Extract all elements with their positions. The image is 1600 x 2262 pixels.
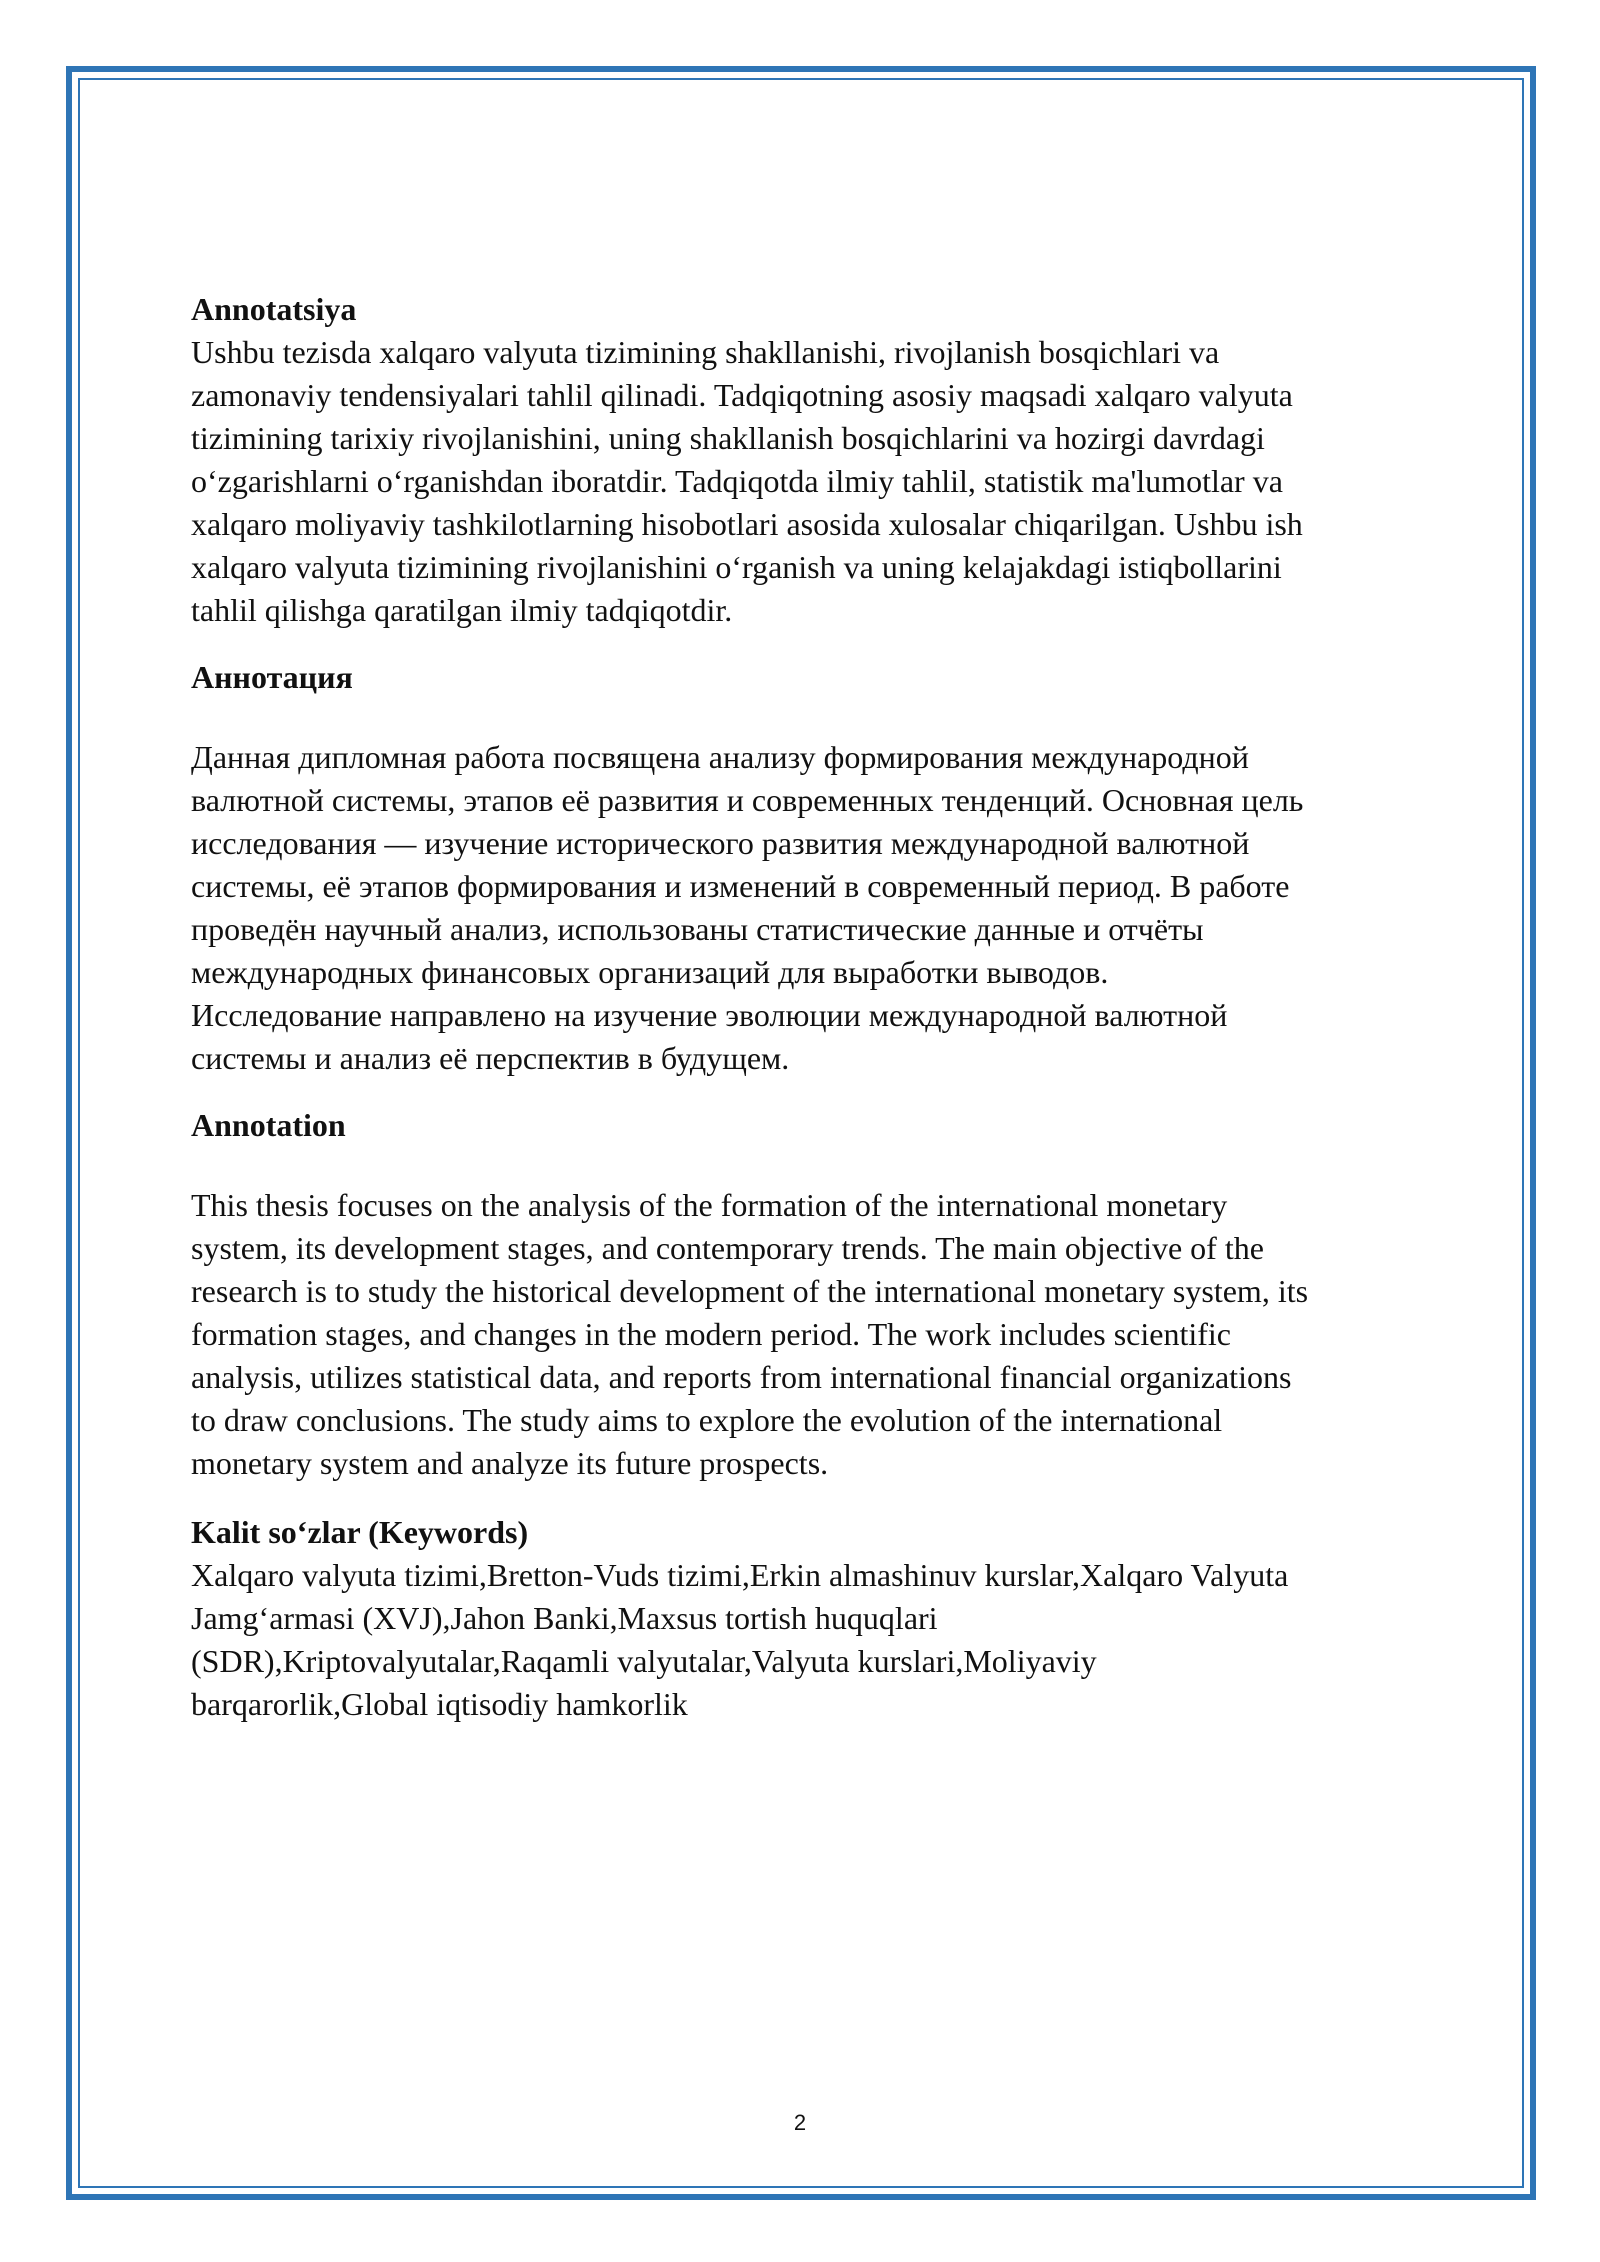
- annotation-ru-section: [191, 656, 1521, 1080]
- annotation-en-heading: Annotation: [191, 1107, 346, 1143]
- keywords-section: [191, 1511, 1521, 1726]
- annotation-en-section: [191, 1104, 1521, 1485]
- annotation-ru-body: Данная дипломная работа посвящена анализу формирования международной валютной системы, этапов её развития и современных тенденций. Основная цель исследования — изучение исторического развития международной валютной системы, её этапов формирования и изменений в современный период. В работе проведён научный анализ, использованы статистические данные и отчёты международных финансовых организаций для выработки выводов. Исследование направлено на изучение эволюции международной валютной системы и анализ её перспектив в будущем.: [191, 739, 1304, 1076]
- annotation-uz-section: [191, 288, 1521, 632]
- annotation-uz-body: Ushbu tezisda xalqaro valyuta tizimining shakllanishi, rivojlanish bosqichlari va zamonaviy tendensiyalari tahlil qilinadi. Tadqiqotning asosiy maqsadi xalqaro valyuta tizimining tarixiy rivojlanishini, uning shakllanish bosqichlarini va hozirgi davrdagi o‘zgarishlarni o‘rganishdan iboratdir. Tadqiqotda ilmiy tahlil, statistik ma'lumotlar va xalqaro moliyaviy tashkilotlarning hisobotlari asosida xulosalar chiqarilgan. Ushbu ish xalqaro valyuta tizimining rivojlanishini o‘rganish va uning kelajakdagi istiqbollarini tahlil qilishga qaratilgan ilmiy tadqiqotdir.: [191, 334, 1303, 628]
- keywords-heading: Kalit so‘zlar (Keywords): [191, 1514, 529, 1550]
- page-number: 2: [793, 2110, 807, 2135]
- annotation-uz-heading: Annotatsiya: [191, 291, 357, 327]
- page-content: [191, 288, 1521, 1726]
- annotation-en-body: This thesis focuses on the analysis of the formation of the international monetary system, its development stages, and contemporary trends. The main objective of the research is to study the historical development of the international monetary system, its formation stages, and changes in the modern period. The work includes scientific analysis, utilizes statistical data, and reports from international financial organizations to draw conclusions. The study aims to explore the evolution of the international monetary system and analyze its future prospects.: [191, 1187, 1309, 1481]
- keywords-body: Xalqaro valyuta tizimi,Bretton-Vuds tizimi,Erkin almashinuv kurslar,Xalqaro Valyuta Jamg‘armasi (XVJ),Jahon Banki,Maxsus tortish huquqlari (SDR),Kriptovalyutalar,Raqamli valyutalar,Valyuta kurslari,Moliyaviy barqarorlik,Global iqtisodiy hamkorlik: [191, 1557, 1289, 1722]
- annotation-ru-heading: Аннотация: [191, 659, 353, 695]
